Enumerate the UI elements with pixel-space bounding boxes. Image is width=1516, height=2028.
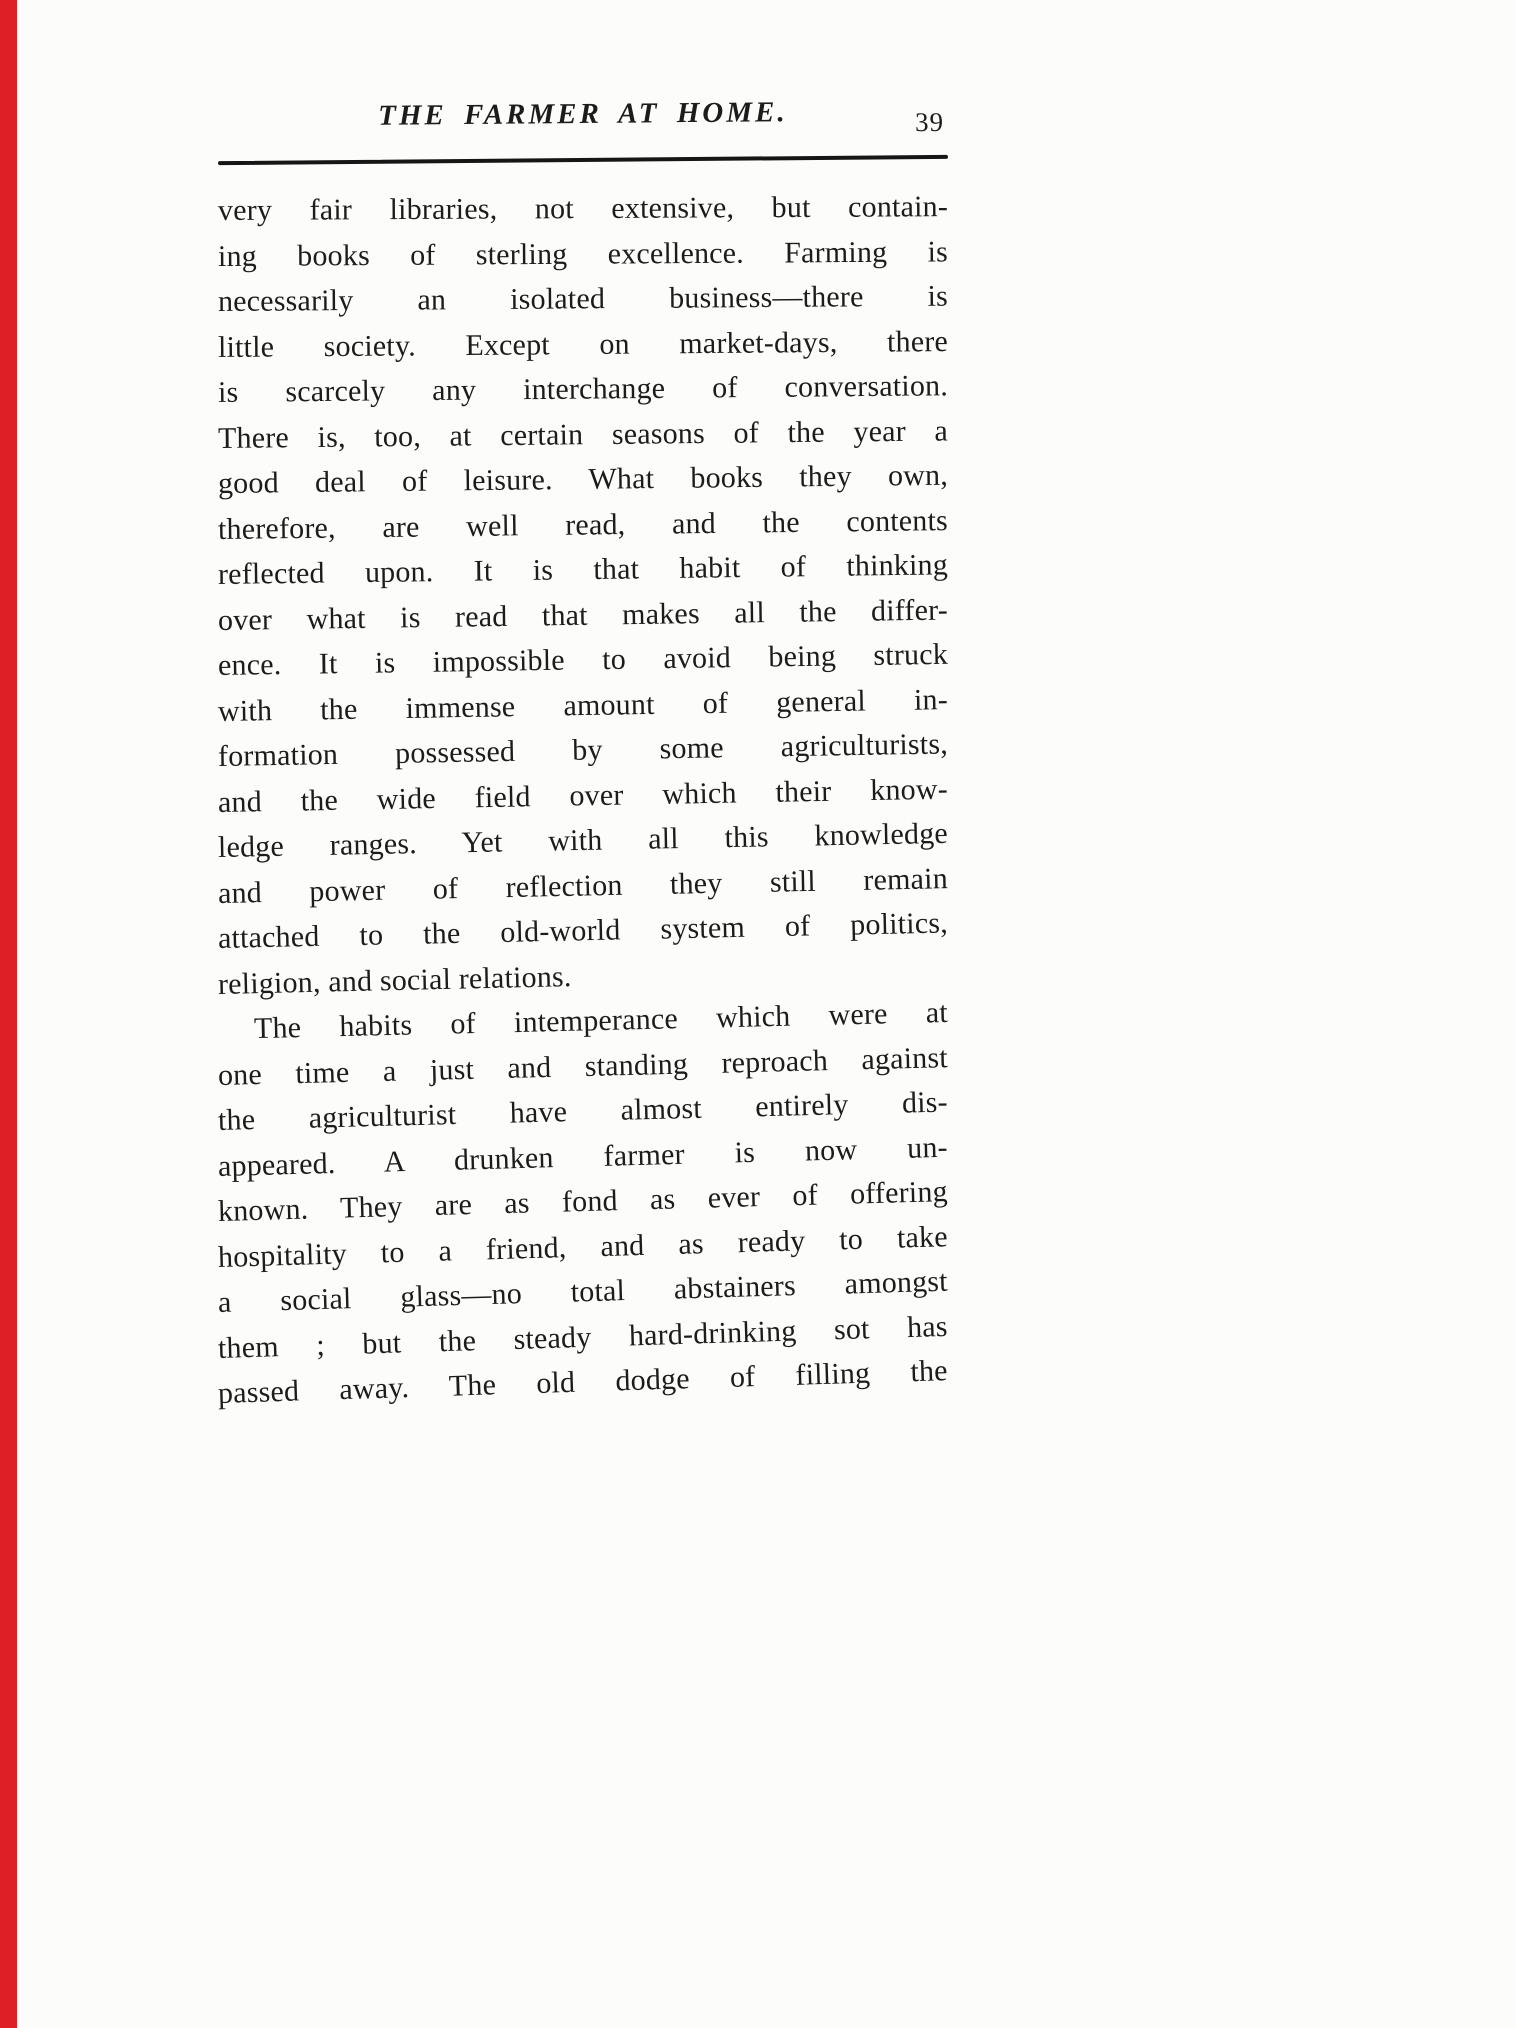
text-line: with the immense amount of general in- (217, 682, 949, 728)
text-line: attached to the old-world system of politics, (217, 906, 949, 955)
text-line: The habits of intemperance which were at (253, 995, 949, 1046)
text-line: There is, too, at certain seasons of the year a (217, 413, 949, 455)
text-line: little society. Except on market-days, there (217, 324, 949, 364)
header-rule (218, 155, 948, 165)
text-line: appeared. A drunken farmer is now un- (217, 1130, 949, 1183)
text-line: hospitality to a friend, and as ready to take (217, 1219, 949, 1274)
text-line: reflected upon. It is that habit of thinking (217, 548, 949, 591)
text-line: a social glass—no total abstainers amongst (217, 1264, 949, 1319)
text-line: over what is read that makes all the differ- (217, 593, 949, 637)
text-line: the agriculturist have almost entirely dis- (217, 1085, 949, 1137)
scan-edge-strip (0, 0, 17, 2028)
text-line: ledge ranges. Yet with all this knowledge (217, 816, 949, 864)
body-text (218, 188, 948, 1417)
text-line: and the wide field over which their know- (217, 772, 949, 819)
text-line: very fair libraries, not extensive, but contain- (217, 190, 949, 227)
text-line: and power of reflection they still remain (217, 861, 949, 910)
running-header (218, 93, 948, 151)
running-title: THE FARMER AT HOME. (378, 96, 788, 132)
text-line: them ; but the steady hard-drinking sot has (217, 1309, 949, 1365)
text-line: ence. It is impossible to avoid being struck (217, 637, 949, 682)
text-line: passed away. The old dodge of filling the (217, 1354, 949, 1410)
text-line: religion, and social relations. (217, 959, 572, 1001)
text-line: formation possessed by some agriculturists, (217, 727, 949, 773)
text-line: one time a just and standing reproach against (217, 1040, 949, 1092)
page-column (218, 96, 948, 1417)
page-number: 39 (914, 106, 945, 138)
text-line: ing books of sterling excellence. Farming is (217, 234, 949, 273)
text-line: known. They are as fond as ever of offering (217, 1175, 949, 1228)
text-line: necessarily an isolated business—there is (217, 279, 949, 318)
text-line: therefore, are well read, and the contents (217, 503, 949, 546)
text-line: good deal of leisure. What books they own, (217, 458, 949, 500)
text-line: is scarcely any interchange of conversation. (217, 369, 949, 409)
